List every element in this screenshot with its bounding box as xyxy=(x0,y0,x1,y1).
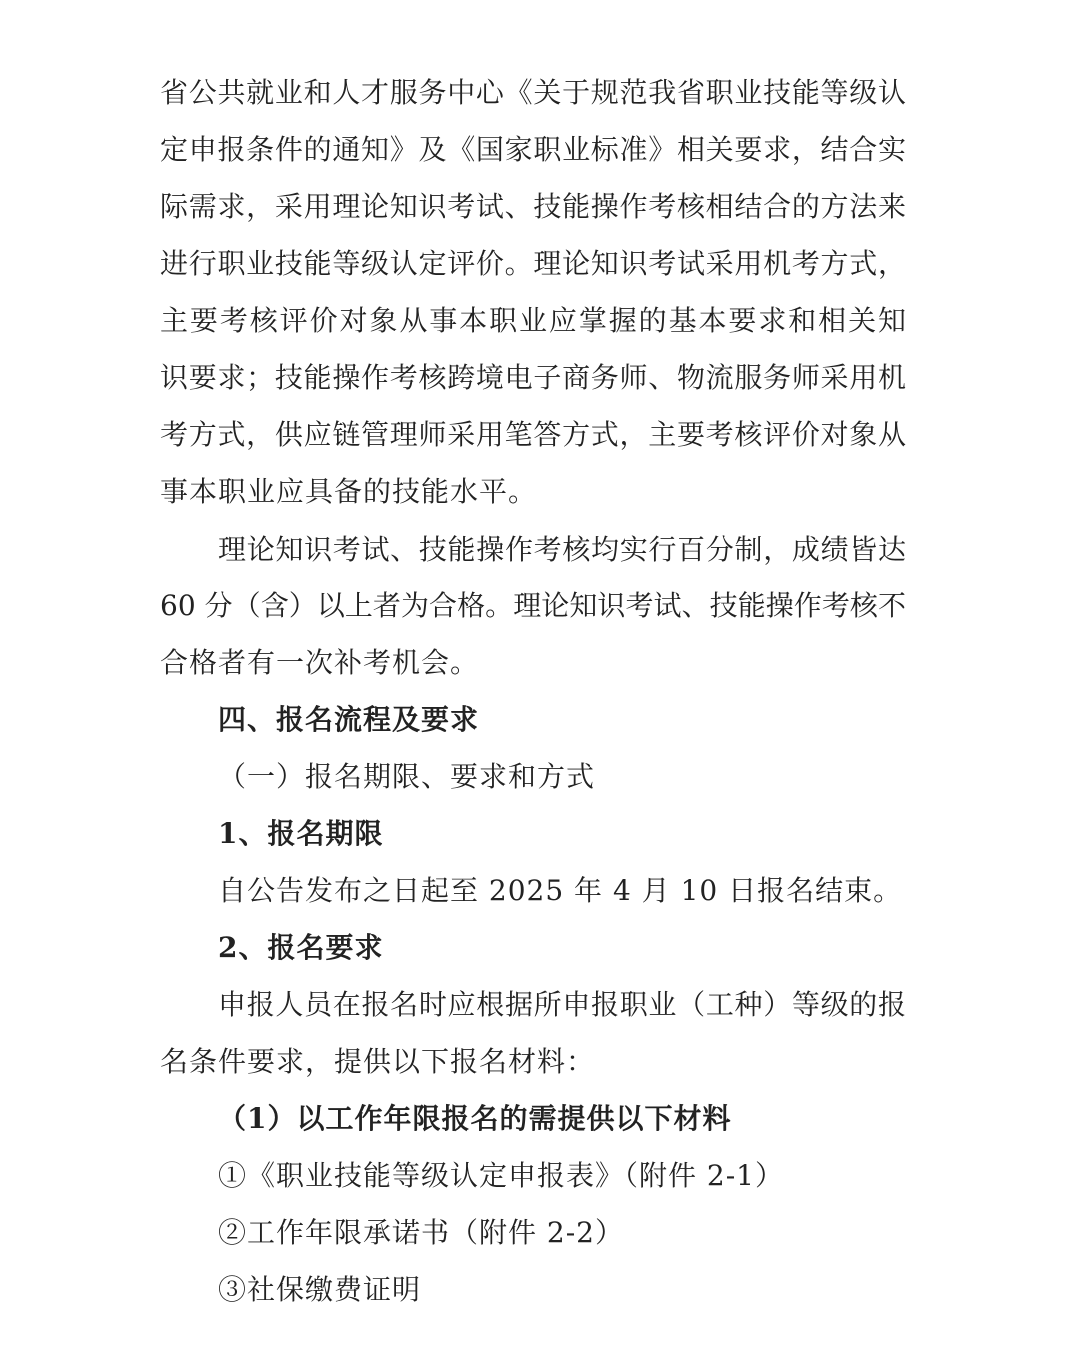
material-item-2: ②工作年限承诺书（附件 2-2） xyxy=(218,1216,624,1249)
item-1-heading: 1、报名期限 xyxy=(218,817,384,850)
paragraph-1-line-7: 考方式，供应链管理师采用笔答方式，主要考核评价对象从 xyxy=(160,418,906,451)
paragraph-1-line-2: 定申报条件的通知》及《国家职业标准》相关要求，结合实 xyxy=(160,133,906,166)
sub-item-1-heading: （1）以工作年限报名的需提供以下材料 xyxy=(218,1102,732,1135)
section-4-heading: 四、报名流程及要求 xyxy=(218,703,480,736)
paragraph-1-line-5: 主要考核评价对象从事本职业应掌握的基本要求和相关知 xyxy=(160,304,906,337)
paragraph-2-line-2: 60 分（含）以上者为合格。理论知识考试、技能操作考核不 xyxy=(160,589,906,622)
paragraph-2-line-1: 理论知识考试、技能操作考核均实行百分制，成绩皆达 xyxy=(218,533,906,566)
paragraph-2-line-3: 合格者有一次补考机会。 xyxy=(160,646,480,679)
item-1-text: 自公告发布之日起至 2025 年 4 月 10 日报名结束。 xyxy=(218,874,903,907)
item-2-heading: 2、报名要求 xyxy=(218,931,384,964)
material-item-3: ③社保缴费证明 xyxy=(218,1273,422,1306)
material-item-1: ①《职业技能等级认定申报表》（附件 2-1） xyxy=(218,1159,784,1192)
item-2-text-line-1: 申报人员在报名时应根据所申报职业（工种）等级的报 xyxy=(218,988,906,1021)
paragraph-1-line-8: 事本职业应具备的技能水平。 xyxy=(160,475,538,508)
item-2-text-line-2: 名条件要求，提供以下报名材料： xyxy=(160,1045,596,1078)
paragraph-1-line-6: 识要求；技能操作考核跨境电子商务师、物流服务师采用机 xyxy=(160,361,906,394)
paragraph-1-line-3: 际需求，采用理论知识考试、技能操作考核相结合的方法来 xyxy=(160,190,906,223)
paragraph-1-line-4: 进行职业技能等级认定评价。理论知识考试采用机考方式， xyxy=(160,247,906,280)
paragraph-1-line-1: 省公共就业和人才服务中心《关于规范我省职业技能等级认 xyxy=(160,76,906,109)
subsection-1-heading: （一）报名期限、要求和方式 xyxy=(218,760,596,793)
